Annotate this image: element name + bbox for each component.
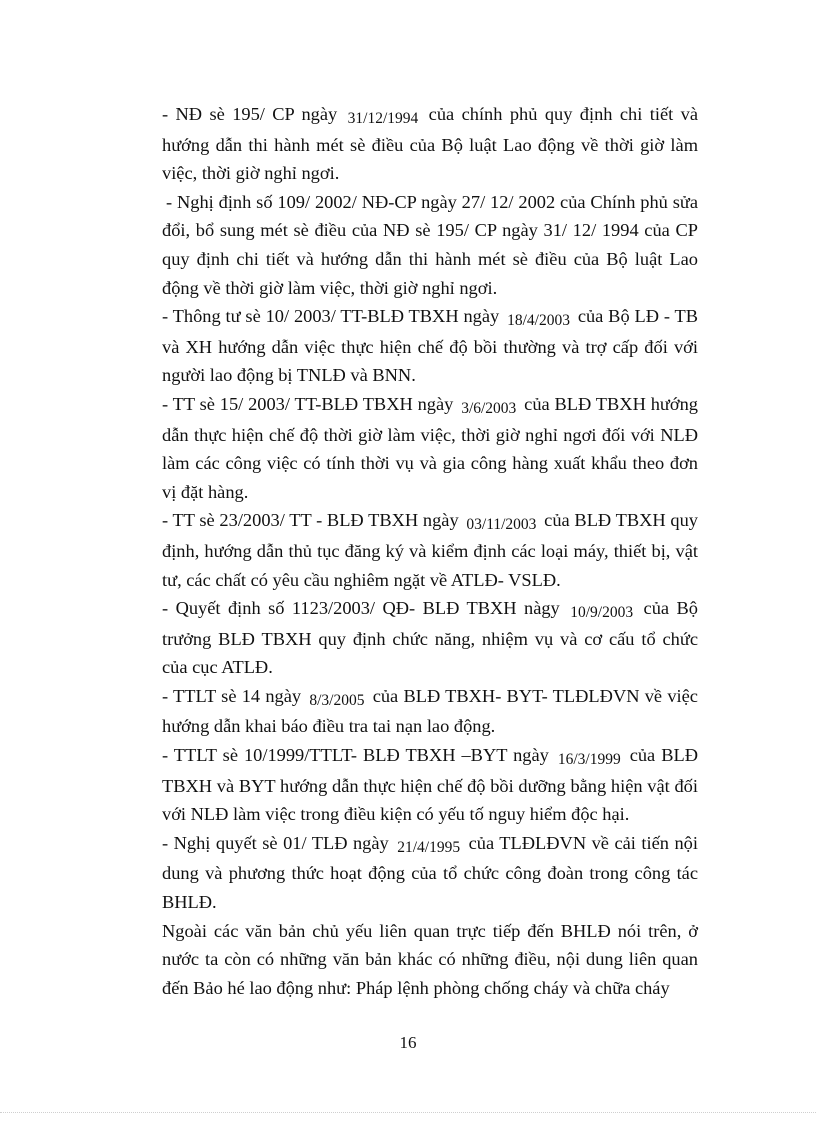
paragraph-nd-195 — [162, 100, 698, 188]
paragraph-text: - TTLT sè 14 ngày — [162, 685, 302, 706]
paragraph-qd-1123 — [162, 594, 698, 682]
paragraph-text: của chính phủ quy định chi tiết và hướng dẫn thi hành mét sè điều của Bộ luật Lao động về thời giờ làm việc, thời giờ nghỉ ngơi. — [162, 104, 698, 184]
document-body — [162, 100, 698, 1002]
paragraph-text: của TLĐLĐVN về cải tiến nội dung và phương thức hoạt động của tổ chức công đoàn trong công tác BHLĐ. — [162, 832, 698, 913]
paragraph-ttlt-10 — [162, 741, 698, 829]
paragraph-text: - TTLT sè 10/1999/TTLT- BLĐ TBXH –BYT ngày — [162, 745, 549, 766]
paragraph-text: - NĐ sè 195/ CP ngày — [162, 104, 338, 124]
paragraph-text: của BLĐ TBXH hướng dẫn thực hiện chế độ thời giờ làm việc, thời giờ nghỉ ngơi đối với NLĐ làm các công việc có tính thời vụ và gia công hàng xuất khẩu theo đơn vị đặt hàng. — [162, 393, 698, 502]
paragraph-text: của Bộ trưởng BLĐ TBXH quy định chức năng, nhiệm vụ và cơ cấu tổ chức của cục ATLĐ. — [162, 598, 698, 678]
paragraph-text: - Thông tư sè 10/ 2003/ TT-BLĐ TBXH ngày — [162, 306, 500, 327]
footer-divider — [0, 1112, 816, 1113]
paragraph-text: - Quyết định số 1123/2003/ QĐ- BLĐ TBXH nàgy — [162, 598, 560, 619]
paragraph-text: - Nghị quyết sè 01/ TLĐ ngày — [162, 832, 389, 853]
paragraph-date: 21/4/1995 — [397, 838, 461, 856]
paragraph-date: 16/3/1999 — [557, 751, 621, 769]
paragraph-text: - Nghị định số 109/ 2002/ NĐ-CP ngày 27/ 12/ 2002 của Chính phủ sửa đổi, bổ sung mét sè điều của NĐ sè 195/ CP ngày 31/ 12/ 1994 của CP quy định chi tiết và hướng dẫn thi hành mét sè điều của Bộ luật Lao động về thời giờ làm việc, thời giờ nghỉ ngơi. — [162, 191, 698, 298]
paragraph-text: của BLĐ TBXH và BYT hướng dẫn thực hiện chế độ bồi dưỡng bằng hiện vật đối với NLĐ làm việc trong điều kiện có yếu tố nguy hiểm độc hại. — [162, 745, 698, 825]
paragraph-date: 18/4/2003 — [507, 312, 570, 330]
paragraph-date: 3/6/2003 — [461, 399, 517, 417]
paragraph-tt-10 — [162, 302, 698, 390]
paragraph-date: 10/9/2003 — [570, 604, 634, 622]
paragraph-text: của BLĐ TBXH- BYT- TLĐLĐVN về việc hướng dẫn khai báo điều tra tai nạn lao động. — [162, 685, 698, 737]
paragraph-conclusion — [162, 917, 698, 1003]
paragraph-date: 8/3/2005 — [309, 691, 365, 709]
paragraph-nq-01 — [162, 829, 698, 917]
paragraph-tt-15 — [162, 390, 698, 506]
paragraph-date: 31/12/1994 — [347, 110, 419, 127]
paragraph-text: - TT sè 15/ 2003/ TT-BLĐ TBXH ngày — [162, 393, 454, 414]
page-number: 16 — [399, 1033, 417, 1052]
paragraph-text: của Bộ LĐ - TB và XH hướng dẫn việc thực hiện chế độ bồi thường và trợ cấp đối với người lao động bị TNLĐ và BNN. — [162, 306, 698, 386]
paragraph-text: Ngoài các văn bản chủ yếu liên quan trực tiếp đến BHLĐ nói trên, ở nước ta còn có những văn bản khác có những điều, nội dung liên quan đến Bảo hé lao động như: Pháp lệnh phòng chống cháy và chữa cháy — [162, 920, 698, 998]
paragraph-nd-109 — [162, 188, 698, 302]
paragraph-tt-23 — [162, 506, 698, 594]
paragraph-date: 03/11/2003 — [466, 516, 537, 534]
paragraph-text: - TT sè 23/2003/ TT - BLĐ TBXH ngày — [162, 510, 459, 531]
paragraph-ttlt-14 — [162, 682, 698, 741]
paragraph-text: của BLĐ TBXH quy định, hướng dẫn thủ tục đăng ký và kiểm định các loại máy, thiết bị, vật tư, các chất có yêu cầu nghiêm ngặt về ATLĐ- VSLĐ. — [162, 510, 698, 590]
